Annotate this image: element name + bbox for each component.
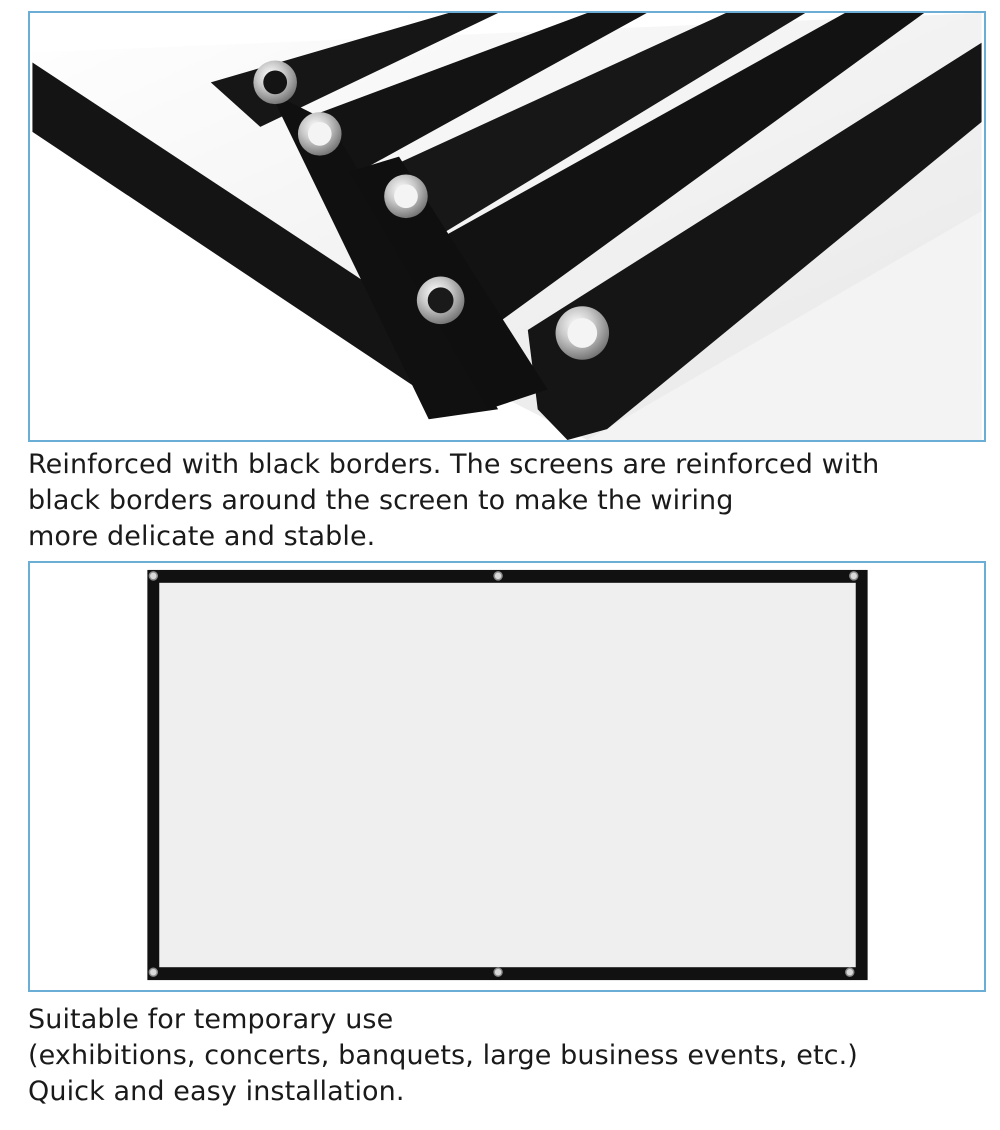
- caption-line: (exhibitions, concerts, banquets, large business events, etc.): [28, 1040, 858, 1071]
- caption-line: more delicate and stable.: [28, 521, 376, 552]
- grommet-strips-image: [28, 11, 986, 442]
- grommet-icon: [253, 61, 297, 105]
- grommet-icon: [494, 572, 502, 580]
- grommet-strips-illustration: [30, 13, 984, 440]
- temporary-use-caption: [28, 1002, 988, 1110]
- grommet-icon: [494, 968, 502, 976]
- grommet-icon: [417, 277, 465, 325]
- grommet-icon: [384, 174, 428, 218]
- grommet-icon: [149, 572, 157, 580]
- grommet-icon: [298, 112, 342, 156]
- reinforced-borders-caption: [28, 447, 988, 555]
- caption-line: black borders around the screen to make the wiring: [28, 485, 734, 516]
- screen-surface: [159, 583, 855, 967]
- projector-screen-illustration: [30, 563, 984, 990]
- caption-line: Suitable for temporary use: [28, 1004, 394, 1035]
- grommet-icon: [556, 306, 609, 359]
- grommet-icon: [846, 968, 854, 976]
- projector-screen-image: [28, 561, 986, 992]
- caption-line: Reinforced with black borders. The screens are reinforced with: [28, 449, 880, 480]
- grommet-icon: [850, 572, 858, 580]
- caption-line: Quick and easy installation.: [28, 1076, 405, 1107]
- grommet-icon: [149, 968, 157, 976]
